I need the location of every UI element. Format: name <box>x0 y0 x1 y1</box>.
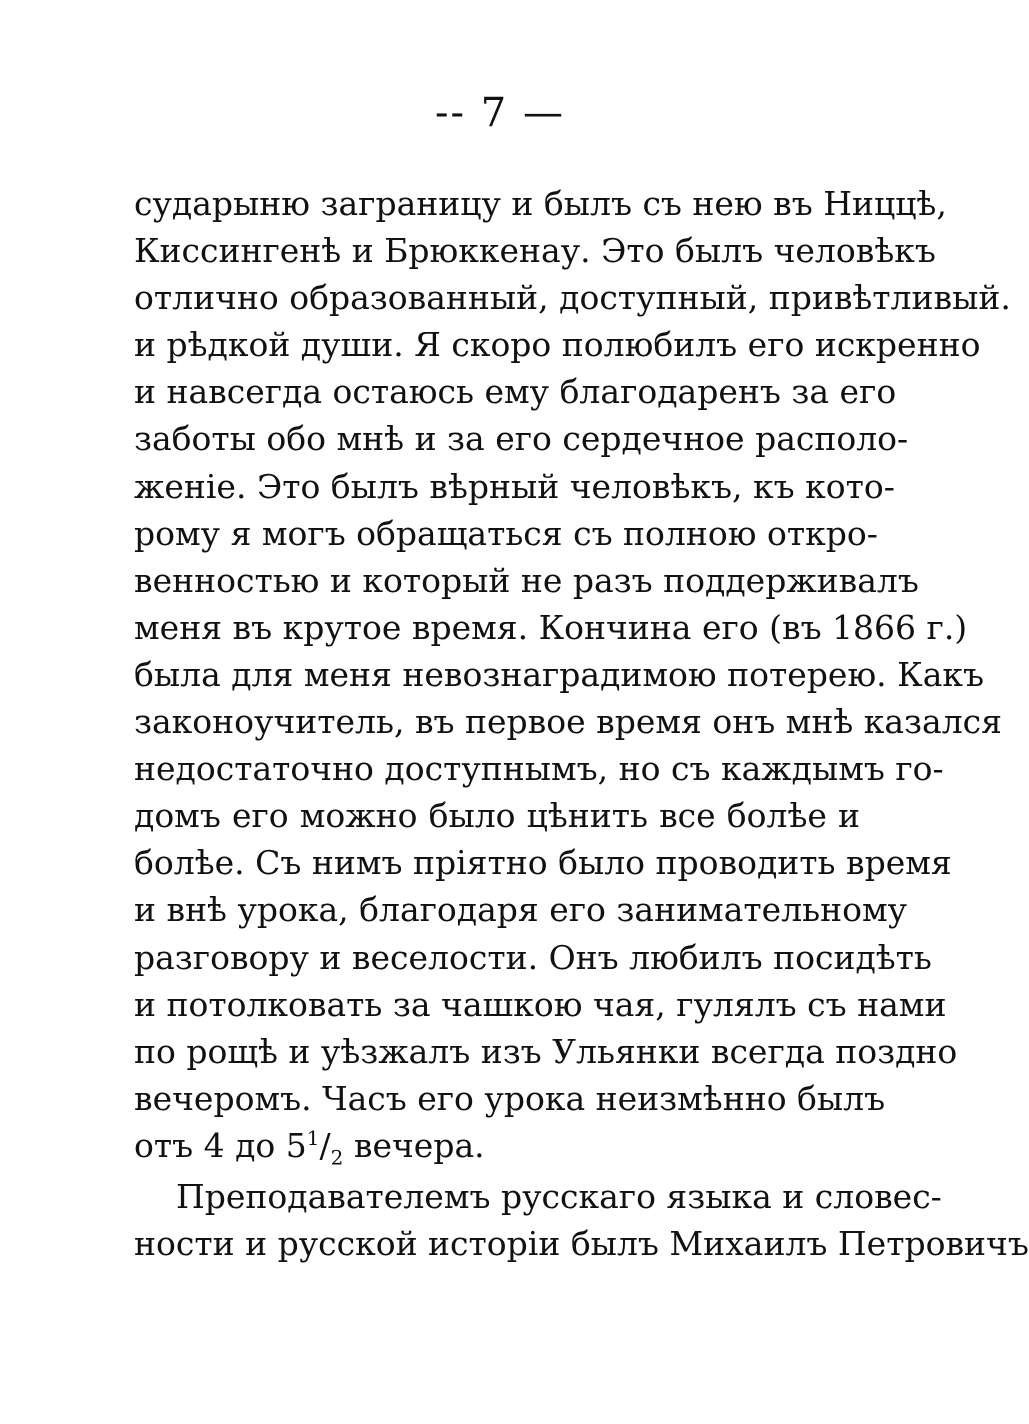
text-fragment: отъ 4 до 5 <box>134 1125 307 1165</box>
text-line: недостаточно доступнымъ, но съ каждымъ го- <box>134 749 944 789</box>
paragraph-1 <box>134 180 1011 1170</box>
text-line: ности и русской исторіи былъ Михаилъ Петровичъ <box>134 1224 1029 1264</box>
text-fragment: вечера. <box>343 1125 485 1165</box>
text-line: венностью и который не разъ поддерживалъ <box>134 560 919 600</box>
text-line: вечеромъ. Часъ его урока неизмѣнно былъ <box>134 1078 886 1118</box>
paragraph-2 <box>134 1173 1029 1267</box>
text-line-last <box>134 1122 860 1169</box>
fraction-denominator: 2 <box>330 1145 344 1170</box>
text-line: домъ его можно было цѣнить все болѣе и <box>134 796 860 836</box>
fraction-slash: / <box>319 1125 331 1165</box>
text-line: по рощѣ и уѣзжалъ изъ Ульянки всегда поздно <box>134 1031 958 1071</box>
text-line: отлично образованный, доступный, привѣтливый. <box>134 278 1011 318</box>
text-line: женіе. Это былъ вѣрный человѣкъ, къ кото- <box>134 466 895 506</box>
text-line: и потолковать за чашкою чая, гулялъ съ нами <box>134 984 947 1024</box>
text-line: рому я могъ обращаться съ полною откро- <box>134 513 878 553</box>
text-line: заботы обо мнѣ и за его сердечное располо- <box>134 419 909 459</box>
text-line: Киссингенѣ и Брюккенау. Это былъ человѣкъ <box>134 231 936 271</box>
text-line: болѣе. Съ нимъ пріятно было проводить время <box>134 843 952 883</box>
text-line: и внѣ урока, благодаря его занимательному <box>134 890 908 930</box>
body-text <box>134 180 1029 1267</box>
text-line: Преподавателемъ русскаго языка и словес- <box>176 1176 942 1216</box>
text-line: законоучитель, въ первое время онъ мнѣ казался <box>134 702 1002 742</box>
text-line: и рѣдкой души. Я скоро полюбилъ его искренно <box>134 325 981 365</box>
fraction-numerator: 1 <box>306 1125 320 1150</box>
text-line: разговору и веселости. Онъ любилъ посидѣть <box>134 937 932 977</box>
text-line: меня въ крутое время. Кончина его (въ 1866 г.) <box>134 607 968 647</box>
text-line: и навсегда остаюсь ему благодаренъ за его <box>134 372 897 412</box>
text-line: сударыню заграницу и былъ съ нею въ Ниццѣ, <box>134 184 947 223</box>
page-number: -- 7 — <box>435 90 565 136</box>
text-line: была для меня невознаградимою потерею. Какъ <box>134 654 984 694</box>
